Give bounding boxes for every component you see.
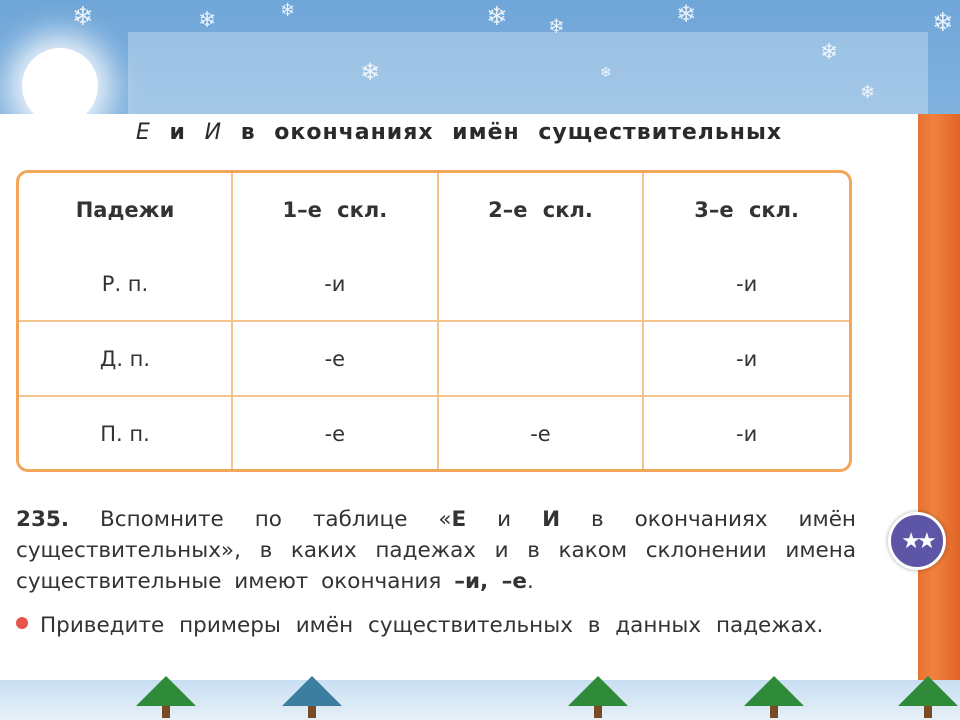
ending-cell: -е (438, 396, 644, 470)
snowflake-icon: ❄ (820, 40, 839, 65)
ending-cell: -е (232, 321, 438, 396)
table-row (19, 396, 849, 470)
exercise-task: Приведите примеры имён существительных в данных падежах. (16, 610, 856, 641)
header-decl-1: 1–е скл. (232, 173, 438, 247)
case-cell: Р. п. (19, 247, 232, 321)
header-decl-3: 3–е скл. (643, 173, 849, 247)
exercise-235: 235. Вспомните по таблице «Е и И в окончаниях имён существительных», в каких падежах и в каком склонении имена существительные имеют окончания –и, –е. (16, 507, 856, 594)
table-row (19, 247, 849, 321)
ending-cell (438, 247, 644, 321)
stars-icon: ★★ (888, 512, 946, 570)
bullet-icon (16, 617, 28, 629)
ending-cell: -и (643, 247, 849, 321)
ending-cell (438, 321, 644, 396)
header-decl-2: 2–е скл. (438, 173, 644, 247)
table-row (19, 321, 849, 396)
fir-tree-icon (136, 676, 196, 706)
snowflake-icon: ❄ (72, 2, 94, 32)
fir-tree-icon (744, 676, 804, 706)
snowflake-icon: ❄ (198, 8, 217, 33)
snowflake-icon: ❄ (932, 8, 954, 38)
snowflake-icon: ❄ (548, 14, 565, 38)
moon-decoration (22, 48, 98, 124)
snowflake-icon: ❄ (280, 0, 296, 21)
case-cell: П. п. (19, 396, 232, 470)
table-header-row (19, 173, 849, 247)
fir-tree-icon (898, 676, 958, 706)
ending-cell: -и (232, 247, 438, 321)
book-spine (912, 114, 960, 680)
case-cell: Д. п. (19, 321, 232, 396)
fir-tree-icon (568, 676, 628, 706)
header-banner (128, 32, 928, 116)
header-case: Падежи (19, 173, 232, 247)
snowflake-icon: ❄ (860, 82, 876, 103)
snowflake-icon: ❄ (486, 2, 508, 32)
snowflake-icon: ❄ (600, 65, 612, 81)
page-title: Е и И в окончаниях имён существительных (135, 120, 783, 145)
ending-cell: -и (643, 396, 849, 470)
exercise-number: 235. (16, 507, 70, 532)
fir-tree-icon (282, 676, 342, 706)
endings-table (16, 170, 852, 472)
snowflake-icon: ❄ (676, 0, 697, 28)
ending-cell: -и (643, 321, 849, 396)
textbook-page (0, 114, 918, 680)
ending-cell: -е (232, 396, 438, 470)
snowflake-icon: ❄ (360, 58, 381, 86)
